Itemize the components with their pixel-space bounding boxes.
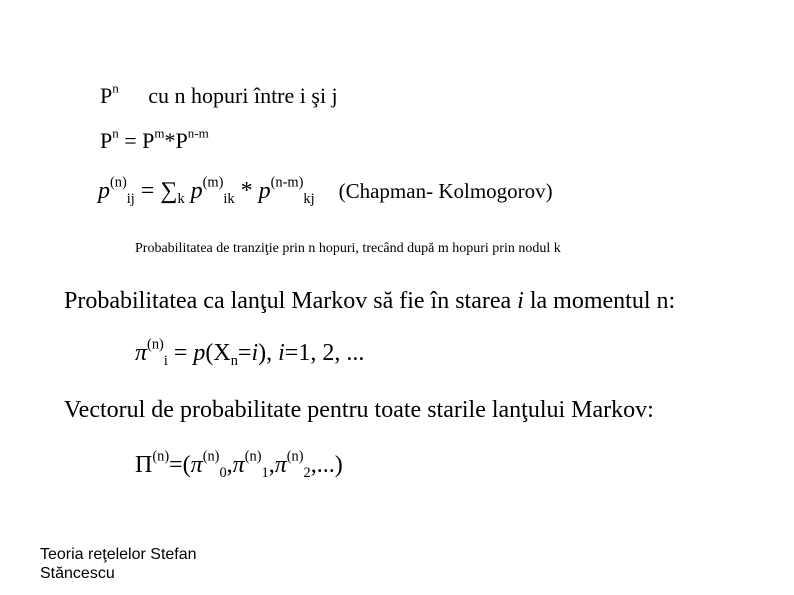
matrix-p-1: P [100, 128, 113, 153]
sub-i: i [163, 353, 168, 370]
probability-vector-formula [135, 448, 343, 482]
sub-kj: kj [303, 191, 315, 208]
sup2: (n) [286, 448, 304, 465]
sup-n: (n) [147, 336, 164, 353]
sub-ij: ij [126, 191, 135, 208]
sub2: 2 [303, 465, 311, 482]
sup-n: (n) [110, 174, 127, 191]
eq-pm: = P [118, 128, 155, 153]
line-1-text: cu n hopuri între i şi j [148, 83, 338, 108]
p-m-ik: p [184, 178, 203, 204]
footer-author [40, 545, 197, 583]
pi: π [135, 340, 148, 366]
line-1 [100, 80, 338, 109]
heading-i: i [517, 288, 524, 314]
chapman-kolmogorov-label: (Chapman- Kolmogorov) [338, 179, 553, 203]
close: ), [258, 340, 279, 366]
sub-ik: ik [223, 191, 235, 208]
open-x: (X [205, 340, 231, 366]
sup-nm: (n-m) [270, 174, 304, 191]
footer-line-2: Stăncescu [40, 565, 115, 582]
star: * [234, 178, 253, 204]
pi1: π [232, 452, 245, 478]
heading-post: la momentul n: [523, 288, 676, 314]
sub0: 0 [219, 465, 227, 482]
chapman-kolmogorov-equation [98, 174, 553, 208]
i1: i [251, 340, 259, 366]
eq2: = [237, 340, 252, 366]
pi0: π [190, 452, 203, 478]
exp-nm: n-m [187, 125, 209, 141]
matrix-p: P [100, 83, 113, 108]
sup0: (n) [202, 448, 220, 465]
state-probability-heading [64, 288, 675, 315]
transition-probability-note: Probabilitatea de tranziţie prin n hopuri, trecând după m hopuri prin nodul k [135, 241, 561, 256]
p-n-ij: p [98, 178, 110, 204]
exp-m: m [154, 125, 165, 141]
sup-m: (m) [202, 174, 224, 191]
comma2: , [268, 452, 275, 478]
sub1: 1 [261, 465, 269, 482]
heading-pre: Probabilitatea ca lanţul Markov să fie în starea [64, 288, 518, 314]
probability-vector-heading: Vectorul de probabilitate pentru toate starile lanţului Markov: [64, 397, 654, 423]
i2: i [278, 340, 285, 366]
pi2: π [274, 452, 287, 478]
sup-n: (n) [152, 448, 170, 465]
big-pi: Π [135, 452, 153, 478]
p: p [193, 340, 206, 366]
sub-n: n [230, 353, 238, 370]
sup1: (n) [244, 448, 262, 465]
line-2 [100, 125, 209, 154]
comma1: , [226, 452, 233, 478]
pi-formula [135, 336, 365, 370]
p-nm-kj: p [252, 178, 271, 204]
star-p: *P [164, 128, 188, 153]
open: =( [169, 452, 191, 478]
rest: =1, 2, ... [284, 340, 365, 366]
exp-n-1: n [112, 125, 119, 141]
footer-line-1: Teoria reţelelor Stefan [40, 546, 197, 563]
end: ,...) [310, 452, 343, 478]
sub-k: k [177, 191, 185, 208]
exp-n: n [112, 80, 119, 96]
eq-sum: = ∑ [134, 178, 178, 204]
eq: = [167, 340, 194, 366]
